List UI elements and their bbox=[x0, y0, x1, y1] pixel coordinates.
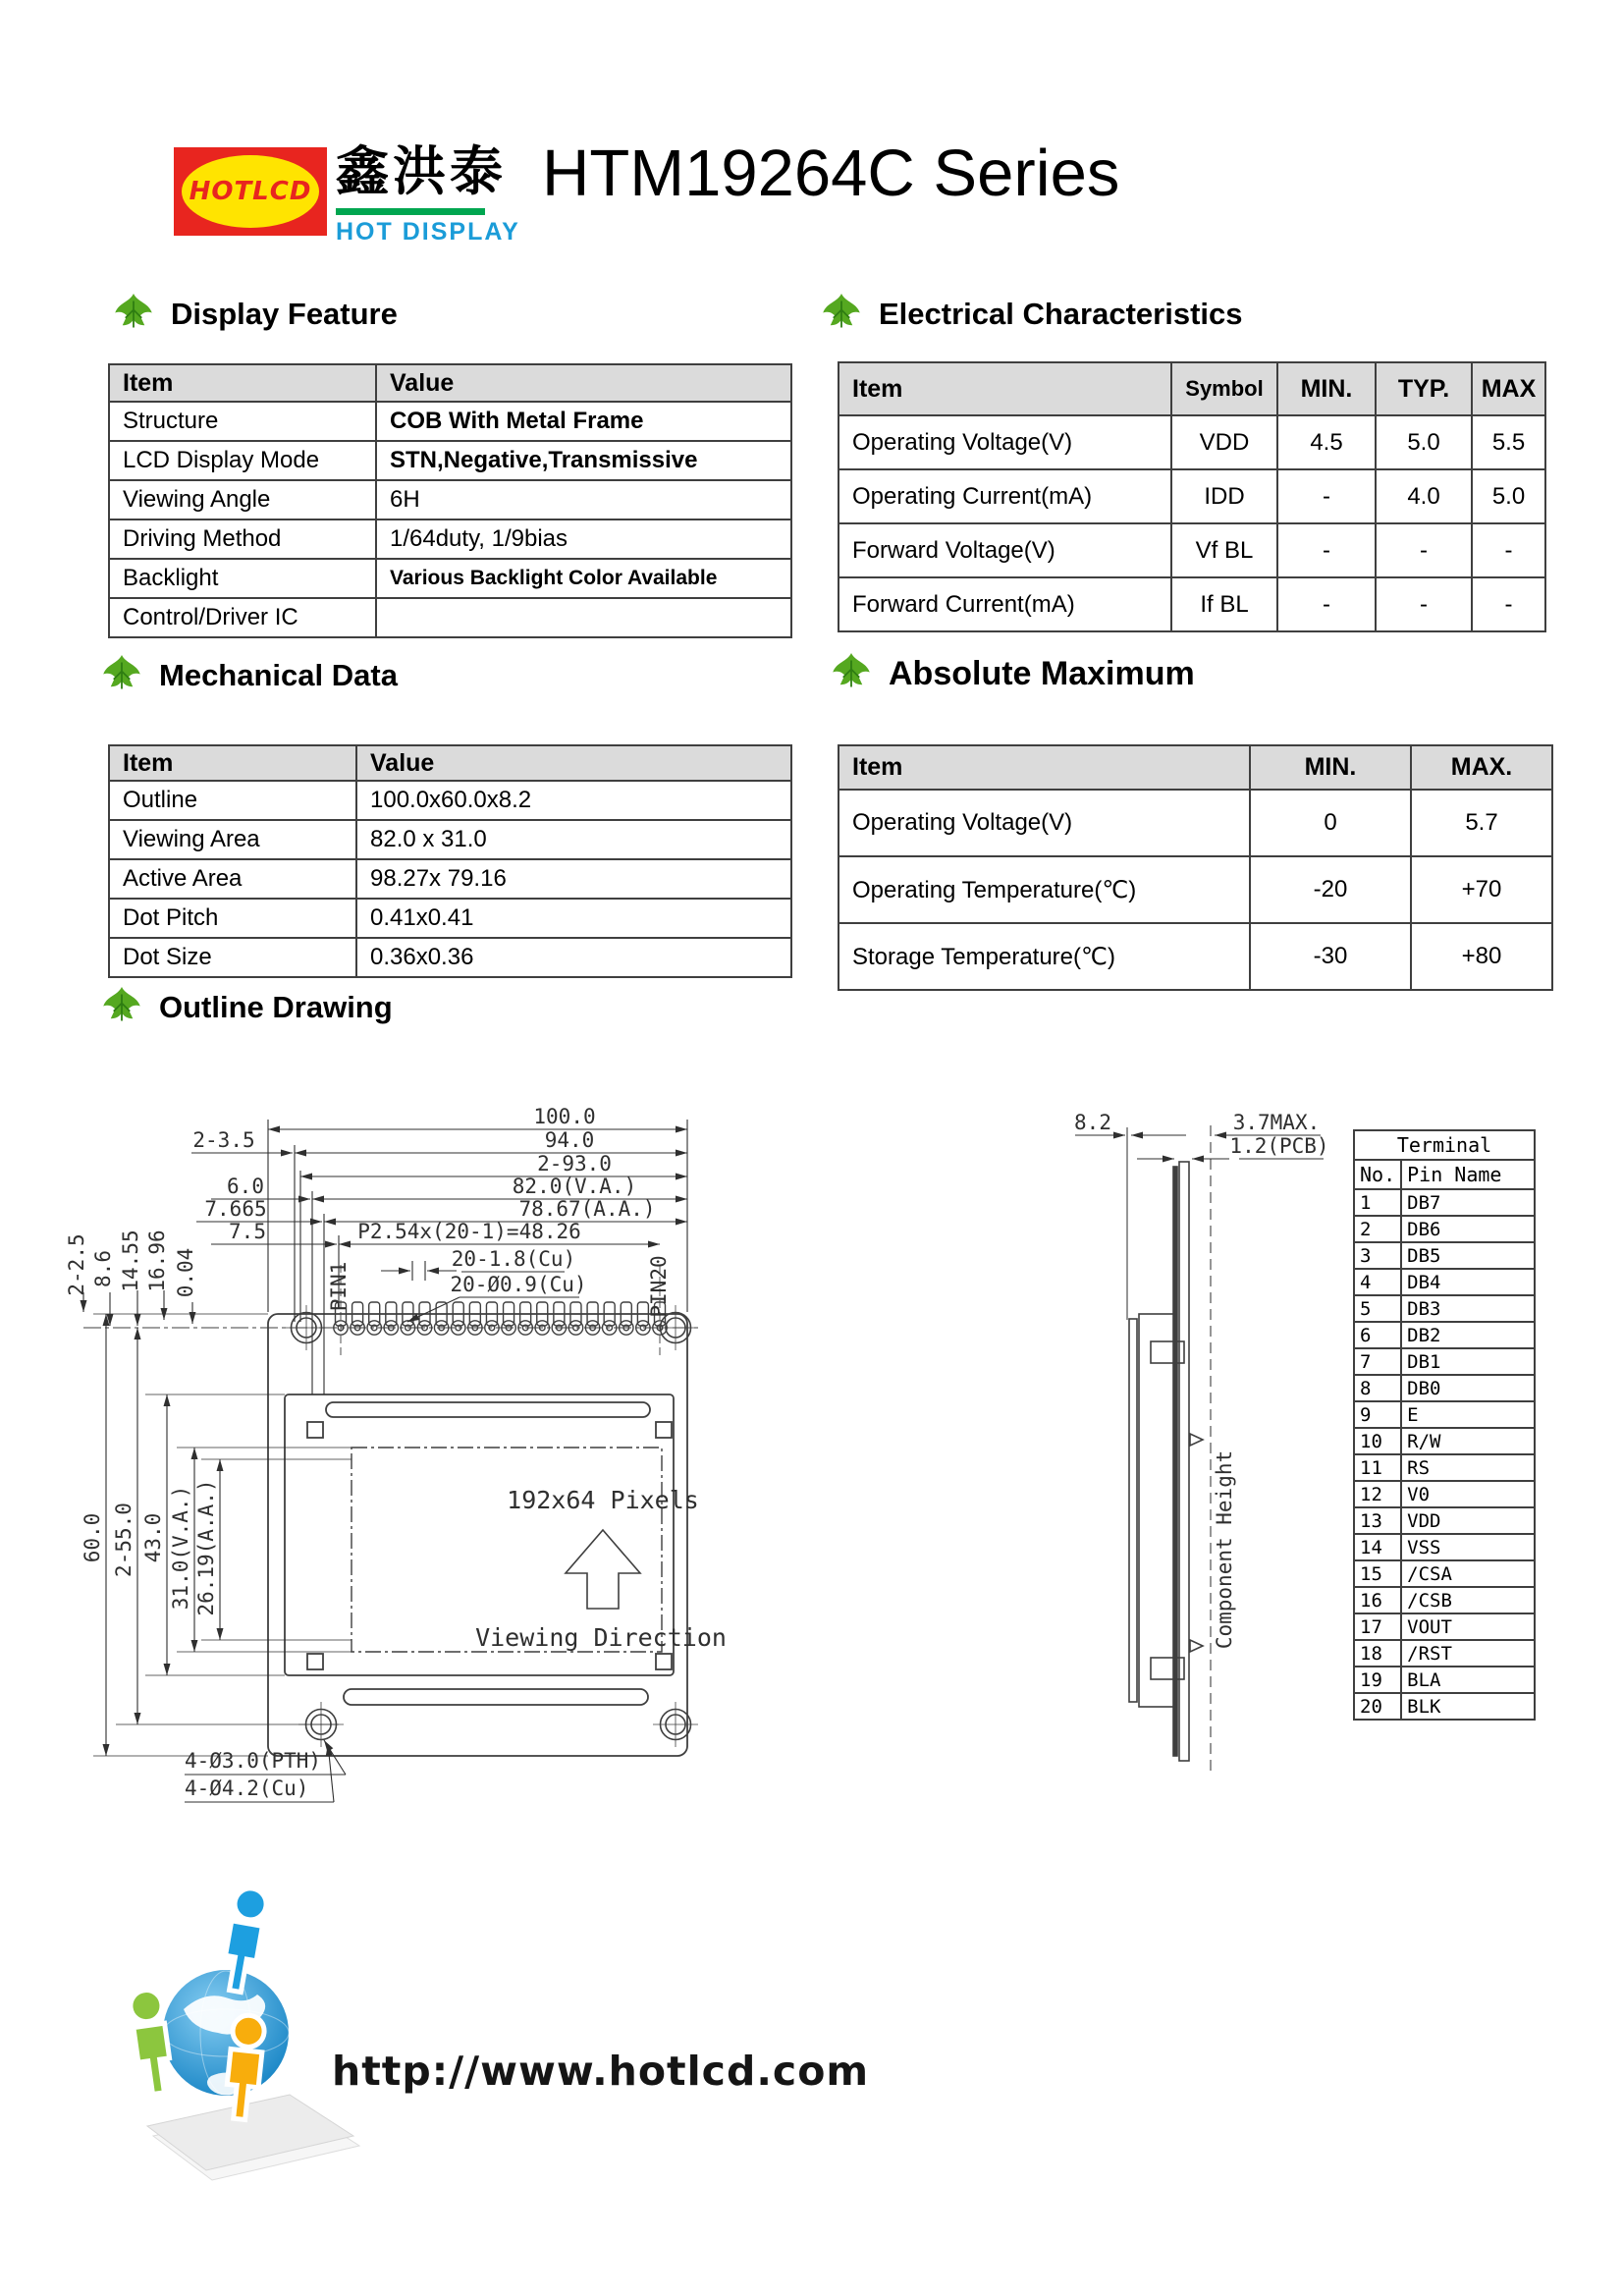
section-heading-label: Electrical Characteristics bbox=[879, 297, 1243, 331]
table-cell: 20 bbox=[1354, 1693, 1401, 1720]
table-cell: 12 bbox=[1354, 1481, 1401, 1507]
table-cell: VOUT bbox=[1401, 1613, 1535, 1640]
table-cell: DB2 bbox=[1401, 1322, 1535, 1348]
table-cell: Active Area bbox=[109, 859, 356, 899]
table-cell: Item bbox=[109, 364, 376, 402]
dim-height-total: 60.0 bbox=[81, 1512, 104, 1563]
table-cell: 4 bbox=[1354, 1269, 1401, 1295]
dim-width-93: 2-93.0 bbox=[537, 1152, 612, 1175]
table-cell: 98.27x 79.16 bbox=[356, 859, 791, 899]
dim-v3: 14.55 bbox=[119, 1230, 142, 1292]
dim-width-total: 100.0 bbox=[533, 1105, 596, 1128]
drawing-shape bbox=[231, 2014, 265, 2049]
table-cell: Item bbox=[839, 362, 1171, 415]
dim-height-55: 2-55.0 bbox=[112, 1503, 135, 1577]
dim-6: 6.0 bbox=[227, 1175, 264, 1198]
table-cell: MIN. bbox=[1250, 745, 1411, 790]
table-cell: DB5 bbox=[1401, 1242, 1535, 1269]
table-cell: - bbox=[1472, 523, 1545, 577]
table-cell: 1 bbox=[1354, 1189, 1401, 1216]
table-cell: IDD bbox=[1171, 469, 1277, 523]
leaf-icon bbox=[98, 652, 145, 699]
table-cell: MAX. bbox=[1411, 745, 1552, 790]
drawing-shape bbox=[129, 1988, 174, 2095]
table-cell: VDD bbox=[1401, 1507, 1535, 1534]
drawing-shape bbox=[328, 1744, 334, 1802]
table-cell: Viewing Angle bbox=[109, 480, 376, 519]
table-cell: Operating Temperature(℃) bbox=[839, 856, 1250, 923]
logo-ellipse bbox=[182, 155, 319, 228]
drawing-shape bbox=[147, 2095, 353, 2170]
drawing-shape bbox=[284, 1305, 698, 1747]
drawing-shape bbox=[307, 1422, 323, 1438]
table-cell: VDD bbox=[1171, 415, 1277, 469]
table-cell: MAX bbox=[1472, 362, 1545, 415]
table-cell: - bbox=[1472, 577, 1545, 631]
drawing-shape bbox=[656, 1422, 672, 1438]
table-cell: -30 bbox=[1250, 923, 1411, 990]
table-cell: 5.5 bbox=[1472, 415, 1545, 469]
table-cell: Pin Name bbox=[1401, 1160, 1535, 1189]
drawing-shape bbox=[1190, 1434, 1203, 1446]
table-cell: -20 bbox=[1250, 856, 1411, 923]
mechanical-data-table bbox=[108, 744, 792, 978]
table-cell: Backlight bbox=[109, 559, 376, 598]
table-cell: 5.0 bbox=[1472, 469, 1545, 523]
page-title: HTM19264C Series bbox=[542, 137, 1120, 210]
drawing-shape bbox=[326, 1402, 650, 1417]
table-cell: - bbox=[1277, 523, 1376, 577]
dim-v1: 2-2.5 bbox=[65, 1233, 88, 1296]
table-cell: BLK bbox=[1401, 1693, 1535, 1720]
table-cell: Driving Method bbox=[109, 519, 376, 559]
table-cell: DB0 bbox=[1401, 1375, 1535, 1401]
table-cell: 82.0 x 31.0 bbox=[356, 820, 791, 859]
dim-height-43: 43.0 bbox=[141, 1512, 165, 1563]
table-cell: +80 bbox=[1411, 923, 1552, 990]
table-cell: DB4 bbox=[1401, 1269, 1535, 1295]
table-cell: 17 bbox=[1354, 1613, 1401, 1640]
table-cell: 18 bbox=[1354, 1640, 1401, 1667]
table-cell: 14 bbox=[1354, 1534, 1401, 1560]
table-cell: Dot Pitch bbox=[109, 899, 356, 938]
table-cell: - bbox=[1277, 577, 1376, 631]
table-cell: Item bbox=[109, 745, 356, 781]
section-heading-label: Display Feature bbox=[171, 297, 398, 331]
company-logo bbox=[174, 147, 327, 236]
pin20-label: PIN20 bbox=[647, 1255, 671, 1318]
section-heading-absolute-maximum bbox=[828, 650, 1195, 697]
logo-tagline: HOT DISPLAY bbox=[336, 218, 520, 246]
table-cell: 5.7 bbox=[1411, 790, 1552, 856]
table-cell: DB6 bbox=[1401, 1216, 1535, 1242]
table-cell: COB With Metal Frame bbox=[376, 402, 791, 441]
table-cell: Operating Voltage(V) bbox=[839, 415, 1171, 469]
table-cell: No. bbox=[1354, 1160, 1401, 1189]
logo-chinese-text: 鑫洪泰 bbox=[336, 142, 507, 201]
section-heading-outline-drawing bbox=[98, 984, 393, 1031]
drawing-shape bbox=[233, 1886, 269, 1922]
table-cell bbox=[376, 598, 791, 637]
dim-pitch: P2.54x(20-1)=48.26 bbox=[357, 1220, 581, 1243]
table-cell: Value bbox=[376, 364, 791, 402]
dim-width-va: 82.0(V.A.) bbox=[512, 1175, 637, 1198]
drawing-shape bbox=[344, 1689, 648, 1705]
drawing-shape bbox=[134, 2023, 174, 2096]
table-cell: 4.5 bbox=[1277, 415, 1376, 469]
table-cell: /CSA bbox=[1401, 1560, 1535, 1587]
website-url[interactable]: http://www.hotlcd.com bbox=[332, 2048, 870, 2095]
table-cell: TYP. bbox=[1376, 362, 1472, 415]
table-cell: RS bbox=[1401, 1454, 1535, 1481]
dim-7665: 7.665 bbox=[204, 1197, 267, 1221]
leaf-icon bbox=[818, 291, 865, 338]
table-cell: 100.0x60.0x8.2 bbox=[356, 781, 791, 820]
table-cell: BLA bbox=[1401, 1667, 1535, 1693]
table-cell: 0.41x0.41 bbox=[356, 899, 791, 938]
section-heading-label: Absolute Maximum bbox=[889, 654, 1195, 692]
table-cell: 8 bbox=[1354, 1375, 1401, 1401]
dim-75: 7.5 bbox=[229, 1220, 266, 1243]
dim-corner: 2-3.5 bbox=[192, 1128, 255, 1152]
drawing-shape bbox=[1139, 1314, 1174, 1707]
drawing-shape bbox=[656, 1654, 672, 1669]
terminal-table bbox=[1353, 1129, 1536, 1721]
table-cell: Dot Size bbox=[109, 938, 356, 977]
table-cell: 9 bbox=[1354, 1401, 1401, 1428]
viewing-direction-label: Viewing Direction bbox=[475, 1623, 727, 1652]
table-cell: 4.0 bbox=[1376, 469, 1472, 523]
dim-pad: 20-1.8(Cu) bbox=[451, 1247, 576, 1271]
table-cell: - bbox=[1376, 577, 1472, 631]
table-cell: Structure bbox=[109, 402, 376, 441]
dim-v4: 16.96 bbox=[145, 1230, 169, 1292]
table-cell: Forward Current(mA) bbox=[839, 577, 1171, 631]
dimension-labels bbox=[65, 1105, 671, 1800]
table-cell: 2 bbox=[1354, 1216, 1401, 1242]
table-cell: STN,Negative,Transmissive bbox=[376, 441, 791, 480]
dim-width-aa: 78.67(A.A.) bbox=[518, 1197, 656, 1221]
leaf-icon bbox=[110, 291, 157, 338]
table-cell: Operating Voltage(V) bbox=[839, 790, 1250, 856]
drawing-shape bbox=[1190, 1640, 1203, 1652]
dim-comp-max: 3.7MAX. bbox=[1232, 1111, 1321, 1134]
table-cell: 16 bbox=[1354, 1587, 1401, 1613]
table-cell: Terminal bbox=[1354, 1130, 1535, 1160]
table-cell: Various Backlight Color Available bbox=[376, 559, 791, 598]
table-cell: 19 bbox=[1354, 1667, 1401, 1693]
table-cell: +70 bbox=[1411, 856, 1552, 923]
table-cell: LCD Display Mode bbox=[109, 441, 376, 480]
table-cell: DB7 bbox=[1401, 1189, 1535, 1216]
table-cell: 11 bbox=[1354, 1454, 1401, 1481]
dim-hole: 20-Ø0.9(Cu) bbox=[450, 1273, 587, 1296]
table-cell: /CSB bbox=[1401, 1587, 1535, 1613]
table-cell: Vf BL bbox=[1171, 523, 1277, 577]
drawing-shape bbox=[566, 1530, 640, 1609]
table-cell: - bbox=[1277, 469, 1376, 523]
table-cell: Control/Driver IC bbox=[109, 598, 376, 637]
pin1-label: PIN1 bbox=[327, 1261, 351, 1312]
leaf-icon bbox=[98, 984, 145, 1031]
table-cell: 13 bbox=[1354, 1507, 1401, 1534]
table-cell: If BL bbox=[1171, 577, 1277, 631]
table-cell: 10 bbox=[1354, 1428, 1401, 1454]
dim-pth: 4-Ø3.0(PTH) bbox=[185, 1749, 322, 1773]
table-cell: Symbol bbox=[1171, 362, 1277, 415]
section-heading-mechanical bbox=[98, 652, 398, 699]
leaf-icon bbox=[828, 650, 875, 697]
table-cell: 6 bbox=[1354, 1322, 1401, 1348]
table-cell: 3 bbox=[1354, 1242, 1401, 1269]
dim-pcb: 1.2(PCB) bbox=[1229, 1134, 1329, 1158]
drawing-shape bbox=[334, 1302, 667, 1335]
table-cell: Viewing Area bbox=[109, 820, 356, 859]
absolute-maximum-table bbox=[838, 744, 1553, 991]
logo-green-bar bbox=[336, 208, 485, 215]
table-cell: MIN. bbox=[1277, 362, 1376, 415]
logo-brand-text: HOTLCD bbox=[189, 177, 312, 206]
dim-cu: 4-Ø4.2(Cu) bbox=[185, 1777, 309, 1800]
display-feature-table bbox=[108, 363, 792, 638]
drawing-shape bbox=[352, 1448, 662, 1652]
drawing-shape bbox=[407, 1297, 460, 1322]
dim-thickness: 8.2 bbox=[1074, 1111, 1111, 1134]
drawing-shape bbox=[1129, 1319, 1137, 1702]
dim-height-aa: 26.19(A.A.) bbox=[194, 1479, 218, 1616]
table-cell: DB3 bbox=[1401, 1295, 1535, 1322]
table-cell: 7 bbox=[1354, 1348, 1401, 1375]
drawing-shape bbox=[129, 1988, 164, 2023]
table-cell: 5.0 bbox=[1376, 415, 1472, 469]
electrical-characteristics-table bbox=[838, 361, 1546, 632]
table-cell: Storage Temperature(℃) bbox=[839, 923, 1250, 990]
table-cell: R/W bbox=[1401, 1428, 1535, 1454]
table-cell: Item bbox=[839, 745, 1250, 790]
table-cell: Value bbox=[356, 745, 791, 781]
component-height-label: Component Height bbox=[1213, 1449, 1236, 1650]
drawing-shape bbox=[307, 1654, 323, 1669]
dim-v2: 8.6 bbox=[91, 1250, 115, 1287]
table-cell: Forward Voltage(V) bbox=[839, 523, 1171, 577]
table-cell: 1/64duty, 1/9bias bbox=[376, 519, 791, 559]
dim-width-94: 94.0 bbox=[544, 1128, 595, 1152]
table-cell: V0 bbox=[1401, 1481, 1535, 1507]
table-cell: - bbox=[1376, 523, 1472, 577]
table-cell: Outline bbox=[109, 781, 356, 820]
section-heading-label: Mechanical Data bbox=[159, 658, 398, 692]
dim-height-va: 31.0(V.A.) bbox=[169, 1485, 192, 1611]
table-cell: 0 bbox=[1250, 790, 1411, 856]
dim-v5: 0.04 bbox=[174, 1247, 197, 1298]
table-cell: 5 bbox=[1354, 1295, 1401, 1322]
section-heading-label: Outline Drawing bbox=[159, 990, 393, 1024]
table-cell: Operating Current(mA) bbox=[839, 469, 1171, 523]
table-cell: /RST bbox=[1401, 1640, 1535, 1667]
table-cell: VSS bbox=[1401, 1534, 1535, 1560]
pixels-label: 192x64 Pixels bbox=[507, 1486, 699, 1514]
table-cell: DB1 bbox=[1401, 1348, 1535, 1375]
side-view bbox=[1127, 1125, 1211, 1771]
section-heading-electrical bbox=[818, 291, 1243, 338]
table-cell: E bbox=[1401, 1401, 1535, 1428]
section-heading-display-feature bbox=[110, 291, 398, 338]
drawing-shape bbox=[324, 1740, 346, 1775]
drawing-shape bbox=[1173, 1167, 1177, 1756]
table-cell: 6H bbox=[376, 480, 791, 519]
table-cell: 15 bbox=[1354, 1560, 1401, 1587]
table-cell: 0.36x0.36 bbox=[356, 938, 791, 977]
